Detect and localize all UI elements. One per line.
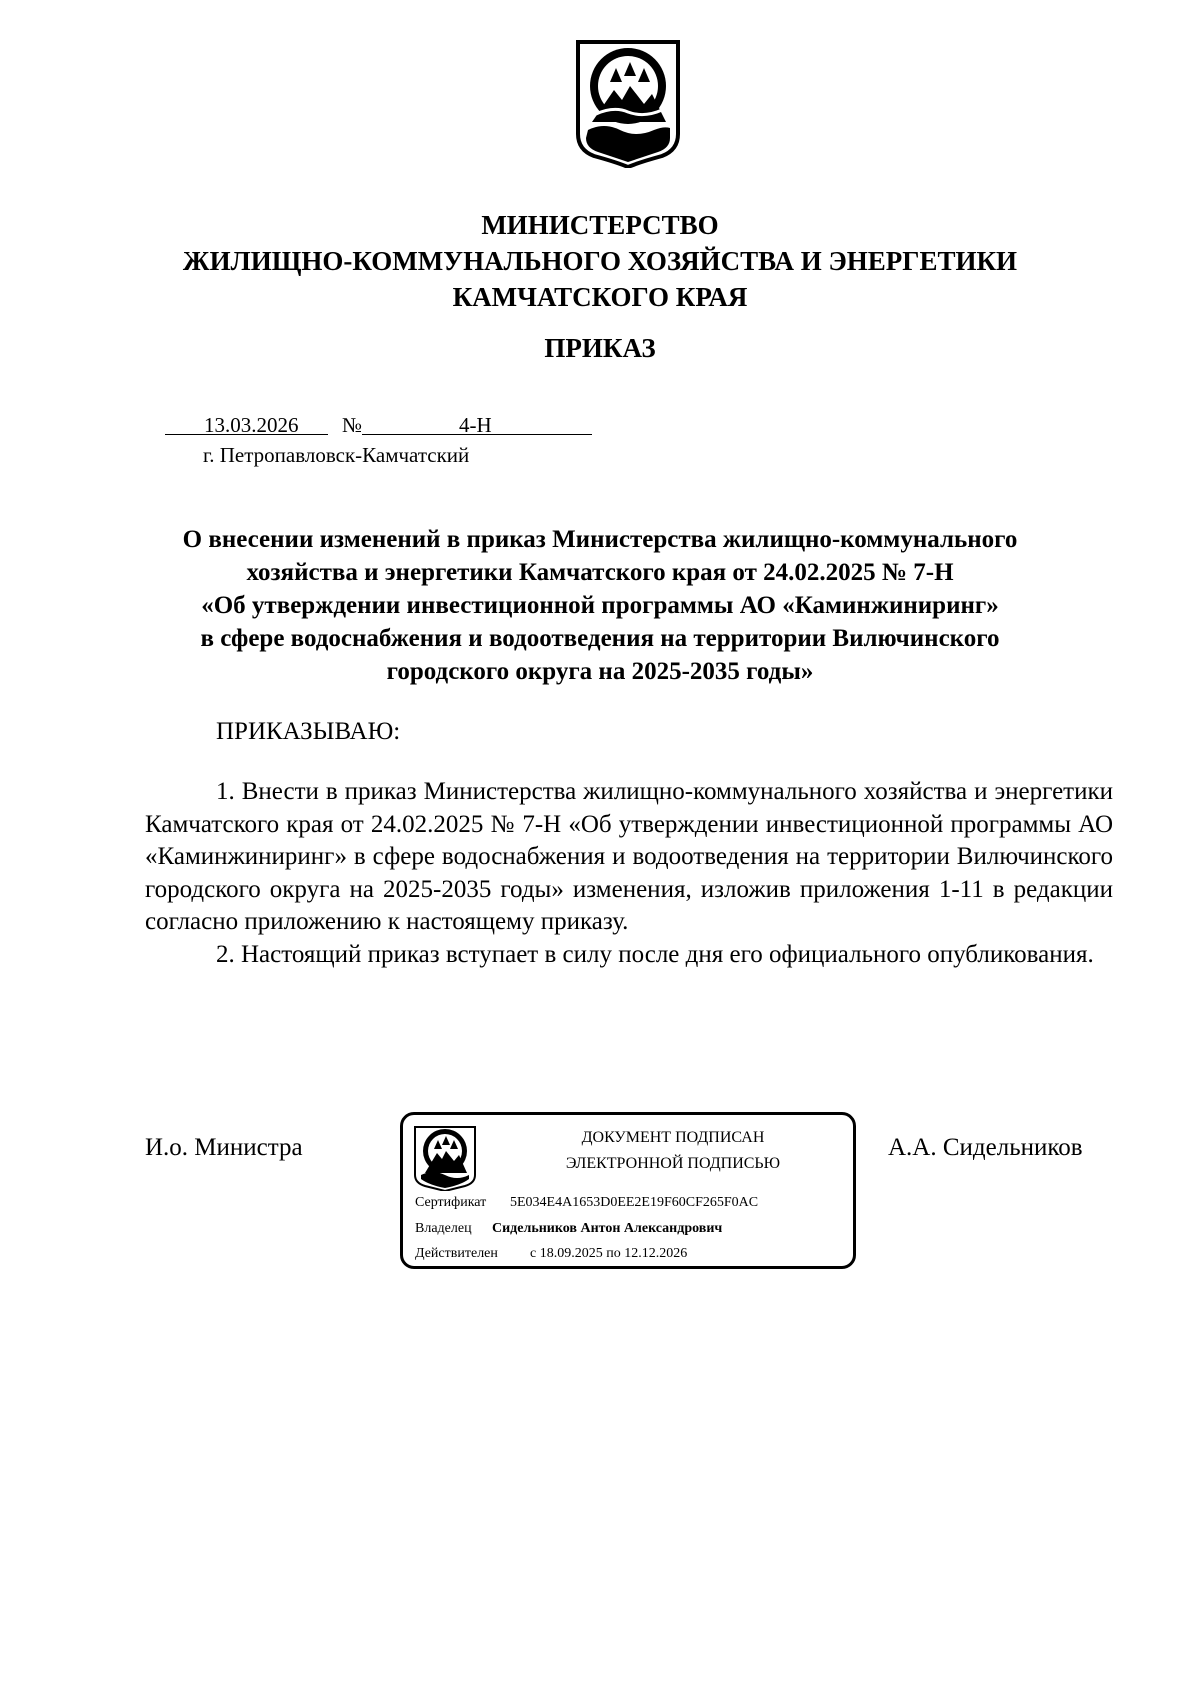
electronic-signature-stamp <box>400 1112 856 1269</box>
order-city: г. Петропавловск-Камчатский <box>203 443 470 467</box>
body-paragraph-2: 2. Настоящий приказ вступает в силу после дня его официального опубликования. <box>216 940 1094 968</box>
order-subject <box>100 523 1100 688</box>
ministry-name-line2: ЖИЛИЩНО-КОММУНАЛЬНОГО ХОЗЯЙСТВА И ЭНЕРГЕТИКИ <box>182 246 1018 276</box>
decree-word: ПРИКАЗЫВАЮ: <box>216 718 401 745</box>
stamp-heading <box>503 1125 843 1177</box>
document-type-title: ПРИКАЗ <box>544 333 656 363</box>
ministry-name-line1: МИНИСТЕРСТВО <box>481 210 719 240</box>
subject-line-4: в сфере водоснабжения и водоотведения на территории Вилючинского <box>200 625 1000 652</box>
owner-row <box>415 1221 723 1237</box>
subject-line-5: городского округа на 2025-2035 годы» <box>386 658 814 685</box>
certificate-value: 5E034E4A1653D0EE2E19F60CF265F0AC <box>510 1195 759 1210</box>
signatory-position: И.о. Министра <box>145 1134 303 1161</box>
owner-value: Сидельников Антон Александрович <box>492 1221 723 1236</box>
subject-line-1: О внесении изменений в приказ Министерства жилищно-коммунального <box>182 526 1018 553</box>
coat-of-arms-emblem <box>574 38 682 168</box>
ministry-name-line3: КАМЧАТСКОГО КРАЯ <box>452 282 748 312</box>
body-paragraph-1: 1. Внести в приказ Министерства жилищно-коммунального хозяйства и энергетики Камчатского края от 24.02.2025 № 7-Н «Об утверждении инвестиционной программы АО «Каминжиниринг» в сфере водоснабжения и водоотведения на территории Вилючинского городского округа на 2025-2035 годы» изменения, изложив приложения 1-11 в редакции согласно приложению к настоящему приказу. <box>145 778 1113 935</box>
validity-row <box>415 1246 688 1262</box>
signatory-name: А.А. Сидельников <box>888 1134 1083 1161</box>
owner-label: Владелец <box>415 1221 472 1236</box>
validity-label: Действителен <box>415 1246 498 1261</box>
stamp-emblem-icon <box>413 1125 477 1191</box>
stamp-heading-line-2: ЭЛЕКТРОННОЙ ПОДПИСЬЮ <box>565 1155 781 1172</box>
certificate-label: Сертификат <box>415 1195 487 1210</box>
subject-line-3: «Об утверждении инвестиционной программы АО «Каминжиниринг» <box>201 592 999 619</box>
stamp-heading-line-1: ДОКУМЕНТ ПОДПИСАН <box>581 1129 765 1146</box>
order-body <box>145 776 1113 971</box>
order-number: 4-Н <box>459 413 492 437</box>
subject-line-2: хозяйства и энергетики Камчатского края от 24.02.2025 № 7-Н <box>246 559 954 586</box>
validity-value: с 18.09.2025 по 12.12.2026 <box>530 1246 688 1261</box>
order-number-sign: № <box>342 413 363 437</box>
certificate-row <box>415 1195 759 1211</box>
order-date: 13.03.2026 <box>204 413 299 437</box>
